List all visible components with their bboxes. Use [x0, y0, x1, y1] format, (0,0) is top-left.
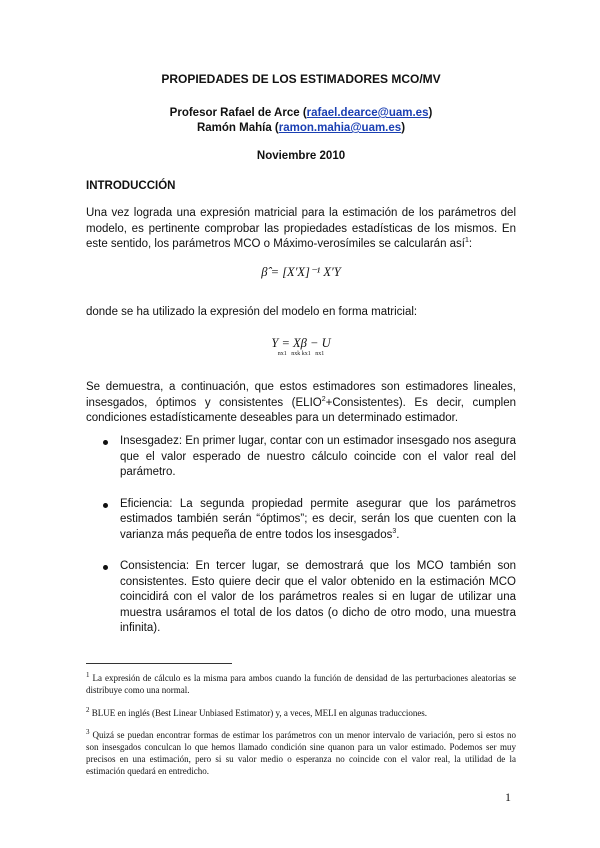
footnote-mark-1: 1 — [86, 671, 90, 679]
author-2 — [86, 121, 516, 136]
footnote-1 — [86, 672, 516, 696]
list-item-text: Insesgadez: En primer lugar, contar con un estimador insesgado nos asegura que el valor esperado de nuestro cálculo coincide con el valor real del parámetro. — [120, 435, 516, 478]
intro-p3-text-a: Se demuestra, a continuación, que estos estimadores son estimadores lineales, insesgados, óptimos y consistentes (ELIO — [86, 381, 516, 409]
list-item-text: Consistencia: En tercer lugar, se demostrará que los MCO también son consistentes. Esto quiere decir que el valor obtenido en la estimación MCO coincidirá con el valor de los parámetros reales si en lugar de utilizar una muestra usáramos el total de los datos (o dicho de otro modo, una muestra infinita). — [120, 560, 516, 634]
intro-paragraph-2: donde se ha utilizado la expresión del modelo en forma matricial: — [86, 306, 418, 318]
intro-paragraph-1 — [86, 206, 516, 253]
footnote-2 — [86, 707, 516, 719]
author-2-email-link[interactable]: ramon.mahia@uam.es — [278, 122, 402, 134]
list-item-text: Eficiencia: La segunda propiedad permite asegurar que los parámetros estimados también serán “óptimos”; es decir, serán los que cuenten con la varianza más pequeña de entre todos los insesgados — [120, 497, 516, 541]
footnote-mark-3: 3 — [86, 728, 90, 736]
author-2-close: ) — [401, 122, 406, 134]
footnote-3 — [86, 729, 516, 777]
bullet-dot-icon — [103, 503, 108, 508]
footnote-ref-1[interactable]: 1 — [465, 237, 469, 245]
bullet-dot-icon — [103, 440, 108, 445]
author-2-name: Ramón Mahía ( — [196, 122, 279, 134]
footnote-separator — [86, 663, 232, 664]
list-item-insesgadez — [100, 434, 516, 481]
equation-model-dimensions — [86, 351, 516, 357]
authors-block — [86, 106, 516, 136]
list-item-tail: . — [396, 528, 400, 541]
intro-p1-end: : — [468, 238, 473, 250]
author-1 — [86, 106, 516, 121]
bullet-dot-icon — [103, 565, 108, 570]
equation-estimator: β̂ = [X′X]⁻¹ X′Y — [261, 265, 341, 279]
equation-model — [86, 336, 516, 357]
list-item-eficiencia — [100, 497, 516, 544]
footnote-ref-3[interactable]: 3 — [392, 527, 397, 535]
page-title: PROPIEDADES DE LOS ESTIMADORES MCO/MV — [161, 72, 441, 86]
page-number: 1 — [505, 790, 511, 804]
author-1-close: ) — [428, 107, 433, 119]
footnote-2-text: BLUE en inglés (Best Linear Unbiased Estimator) y, a veces, MELI en algunas traducciones. — [89, 708, 428, 718]
author-1-name: Profesor Rafael de Arce ( — [169, 107, 307, 119]
footnote-ref-2[interactable]: 2 — [321, 395, 326, 403]
author-1-email-link[interactable]: rafael.dearce@uam.es — [306, 107, 429, 119]
section-heading-introduccion: INTRODUCCIÓN — [86, 180, 176, 192]
publication-date: Noviembre 2010 — [256, 150, 346, 162]
footnote-mark-2: 2 — [86, 706, 90, 714]
dim-y: nx1 — [277, 351, 287, 357]
footnote-3-text: Quizá se puedan encontrar formas de estimar los parámetros con un menor intervalo de variación, pero si estos no son insesgados conculcan lo que hemos llamado condición sine quanon para un valor estimado. Podemos ser muy precisos en una estimación, pero si su valor medio o esperanza no coincide con el valor real, la utilidad de la estimación quedará en entredicho. — [86, 730, 516, 776]
dim-x-beta: nxk kx1 — [291, 351, 311, 357]
dim-u: nx1 — [315, 351, 325, 357]
equation-model-body: Y = Xβ − U — [271, 336, 331, 350]
list-item-consistencia — [100, 559, 516, 637]
footnote-1-text: La expresión de cálculo es la misma para ambos cuando la función de densidad de las perturbaciones aleatorias se distribuye como una normal. — [86, 673, 516, 695]
properties-list — [100, 434, 516, 653]
intro-p1-text: Una vez lograda una expresión matricial para la estimación de los parámetros del modelo, es pertinente comprobar las propiedades estadísticas de los mismos. En este sentido, los parámetros MCO o Máximo-verosímiles se calcularán así — [86, 207, 516, 250]
intro-paragraph-3 — [86, 380, 516, 427]
intro-p3-text-b: +Consistentes). Es decir, cumplen condiciones estadísticamente deseables para un determinado estimador. — [86, 396, 516, 424]
